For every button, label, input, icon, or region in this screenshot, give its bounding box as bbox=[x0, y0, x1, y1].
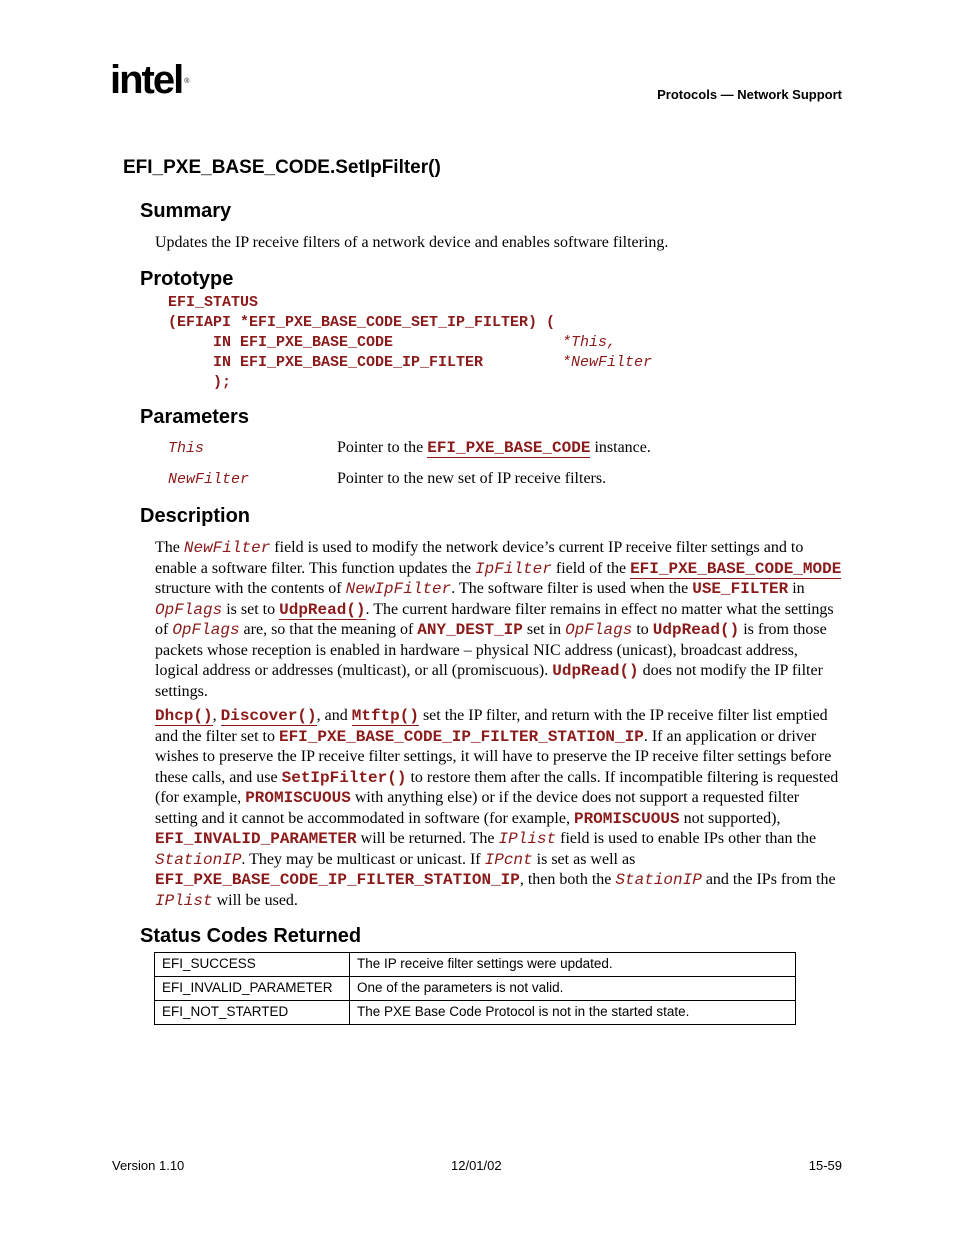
summary-heading: Summary bbox=[140, 200, 232, 222]
status-code: EFI_SUCCESS bbox=[155, 953, 350, 977]
status-description: One of the parameters is not valid. bbox=[350, 977, 796, 1001]
prototype-arg-this: *This, bbox=[562, 334, 617, 351]
status-code: EFI_NOT_STARTED bbox=[155, 1001, 350, 1025]
link-mtftp[interactable]: Mtftp() bbox=[351, 707, 419, 725]
prototype-line-3: IN EFI_PXE_BASE_CODE bbox=[168, 334, 394, 351]
prototype-arg-newfilter: *NewFilter bbox=[562, 354, 653, 371]
link-discover[interactable]: Discover() bbox=[220, 707, 317, 725]
summary-text: Updates the IP receive filters of a network device and enables software filtering. bbox=[155, 234, 669, 251]
intel-logo: intel ® bbox=[110, 58, 190, 102]
table-row bbox=[155, 953, 796, 977]
param-desc-this: Pointer to the EFI_PXE_BASE_CODE instance. bbox=[337, 439, 651, 457]
footer-version: Version 1.10 bbox=[112, 1158, 185, 1173]
status-codes-table bbox=[154, 952, 796, 1025]
param-desc-newfilter: Pointer to the new set of IP receive filters. bbox=[337, 470, 607, 487]
prototype-line-1: EFI_STATUS bbox=[168, 294, 259, 311]
status-description: The IP receive filter settings were updated. bbox=[350, 953, 796, 977]
description-paragraph-1: The NewFilter field is used to modify the network device’s current IP receive filter settings and to enable a software filter. This function updates the IpFilter field of the EFI_PXE_BASE_CODE_MODE structure with the contents of NewIpFilter. The software filter is used when the USE_FILTER in OpFlags is set to UdpRead(). The current hardware filter remains in effect no matter what the settings of OpFlags are, so that the meaning of ANY_DEST_IP set in OpFlags to UdpRead() is from those packets whose reception is enabled in hardware – physical NIC address (unicast), broadcast address, logical address or addresses (multicast), or all (promiscuous). UdpRead() does not modify the IP filter settings. bbox=[155, 539, 842, 700]
status-description: The PXE Base Code Protocol is not in the started state. bbox=[350, 1001, 796, 1025]
description-heading: Description bbox=[140, 505, 251, 527]
link-efi-pxe-base-code[interactable]: EFI_PXE_BASE_CODE bbox=[427, 439, 591, 457]
prototype-line-4: IN EFI_PXE_BASE_CODE_IP_FILTER bbox=[168, 354, 484, 371]
link-efi-pxe-base-code-mode[interactable]: EFI_PXE_BASE_CODE_MODE bbox=[630, 559, 842, 578]
table-row bbox=[155, 977, 796, 1001]
prototype-line-2: (EFIAPI *EFI_PXE_BASE_CODE_SET_IP_FILTER) ( bbox=[168, 314, 556, 331]
table-row bbox=[155, 1001, 796, 1025]
status-codes-heading: Status Codes Returned bbox=[140, 925, 362, 947]
page-title: EFI_PXE_BASE_CODE.SetIpFilter() bbox=[123, 157, 441, 178]
section-header: Protocols — Network Support bbox=[657, 87, 842, 102]
param-name-newfilter: NewFilter bbox=[168, 471, 250, 488]
status-code: EFI_INVALID_PARAMETER bbox=[155, 977, 350, 1001]
prototype-line-5: ); bbox=[168, 374, 232, 391]
link-udpread[interactable]: UdpRead() bbox=[279, 600, 366, 619]
parameters-heading: Parameters bbox=[140, 406, 249, 428]
prototype-heading: Prototype bbox=[140, 268, 234, 290]
footer-date: 12/01/02 bbox=[451, 1158, 502, 1173]
link-dhcp[interactable]: Dhcp() bbox=[155, 707, 213, 725]
footer-page-number: 15-59 bbox=[808, 1158, 842, 1173]
param-name-this: This bbox=[168, 440, 205, 457]
description-paragraph-2: Dhcp(), Discover(), and Mtftp() set the IP filter, and return with the IP receive filter list emptied and the filter set to EFI_PXE_BASE_CODE_IP_FILTER_STATION_IP. If an application or driver wishes to preserve the IP receive filter settings, it will have to preserve the IP receive filter settings before these calls, and use SetIpFilter() to restore them after the calls. If incompatible filtering is requested (for example, PROMISCUOUS with anything else) or if the device does not support a requested filter setting and it cannot be accommodated in software (for example, PROMISCUOUS not supported), EFI_INVALID_PARAMETER will be returned. The IPlist field is used to enable IPs other than the StationIP. They may be multicast or unicast. If IPcnt is set as well as EFI_PXE_BASE_CODE_IP_FILTER_STATION_IP, then both the StationIP and the IPs from the IPlist will be used. bbox=[155, 707, 839, 910]
